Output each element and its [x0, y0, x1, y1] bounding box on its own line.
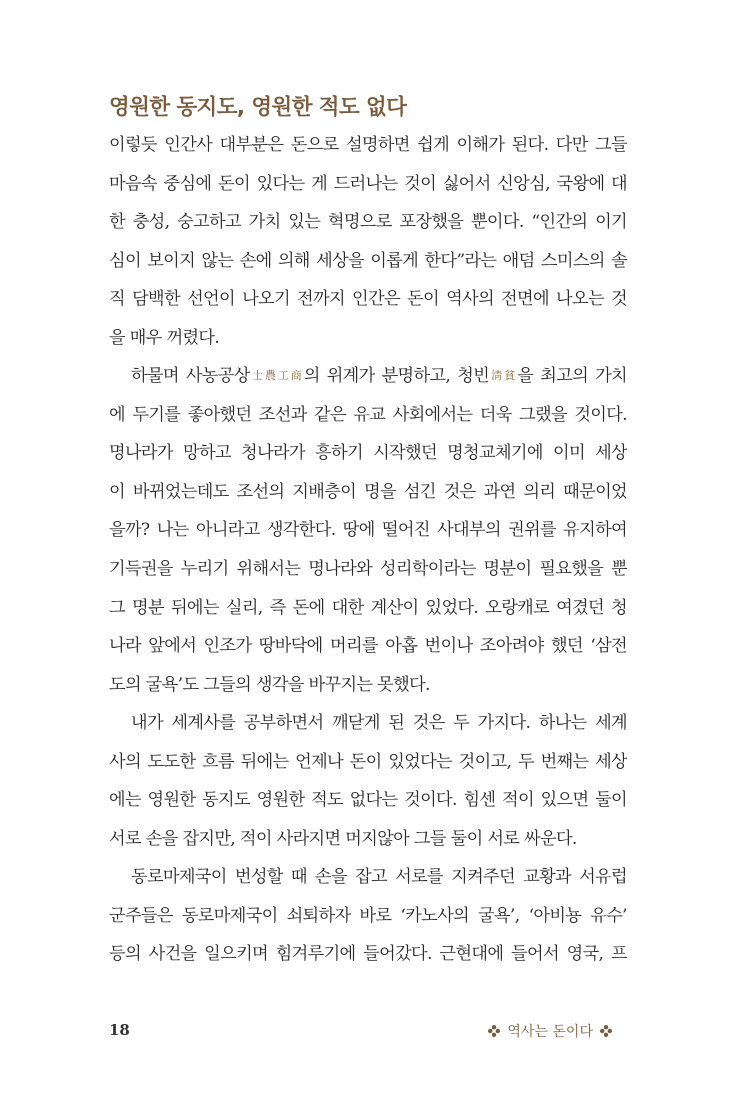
text-line: 이렇듯 인간사 대부분은 돈으로 설명하면 쉽게 이해가 된다. 다만 그들 — [109, 135, 627, 155]
text-line: 내가 세계사를 공부하면서 깨닫게 된 것은 두 가지다. 하나는 세계 — [131, 713, 627, 734]
text-line: 명나라가 망하고 청나라가 흥하기 시작했던 명청교체기에 이미 세상 — [109, 443, 627, 464]
text-line: 도의 굴욕’도 그들의 생각을 바꾸지는 못했다. — [109, 674, 430, 695]
page-number: 18 — [109, 1021, 130, 1039]
text-line: 직 담백한 선언이 나오기 전까지 인간은 돈이 역사의 전면에 나오는 것 — [109, 289, 627, 310]
section-heading: 영원한 동지도, 영원한 적도 없다 — [109, 95, 407, 120]
text-segment: 을 최고의 가치 — [517, 366, 627, 387]
text-line: 기득권을 누리기 위해서는 명나라와 성리학이라는 명분이 필요했을 뿐 — [109, 559, 627, 580]
text-line: 군주들은 동로마제국이 쇠퇴하자 바로 ‘카노사의 굴욕’, ‘아비뇽 유수’ — [109, 905, 627, 926]
text-line: 나라 앞에서 인조가 땅바닥에 머리를 아홉 번이나 조아려야 했던 ‘삼전 — [109, 636, 627, 657]
text-line: 심이 보이지 않는 손에 의해 세상을 이롭게 한다”라는 애덤 스미스의 솔 — [109, 250, 627, 271]
book-title: 역사는 돈이다 — [507, 1024, 593, 1040]
text-line: 그 명분 뒤에는 실리, 즉 돈에 대한 계산이 있었다. 오랑캐로 여겼던 청 — [109, 597, 627, 618]
text-line: 동로마제국이 번성할 때 손을 잡고 서로를 지켜주던 교황과 서유럽 — [131, 867, 627, 888]
text-line: 을까? 나는 아니라고 생각한다. 땅에 떨어진 사대부의 권위를 유지하여 — [109, 520, 627, 541]
text-line: 한 충성, 숭고하고 가치 있는 혁명으로 포장했을 뿐이다. “인간의 이기 — [109, 212, 627, 233]
text-line: 등의 사건을 일으키며 힘겨루기에 들어갔다. 근현대에 들어서 영국, 프 — [109, 944, 627, 965]
text-line: 서로 손을 잡지만, 적이 사라지면 머지않아 그들 둘이 서로 싸운다. — [109, 828, 577, 849]
paragraph — [109, 357, 627, 704]
quatrefoil-ornament-icon — [599, 1024, 613, 1038]
running-footer — [487, 1021, 613, 1041]
text-segment: 의 위계가 분명하고, 청빈 — [303, 366, 490, 387]
paragraph — [109, 858, 627, 974]
paragraph — [109, 704, 627, 858]
hanja-annotation: 淸貧 — [489, 369, 518, 383]
text-segment: 하물며 사농공상 — [131, 366, 250, 387]
text-line: 마음속 중심에 돈이 있다는 게 드러나는 것이 싫어서 신앙심, 국왕에 대 — [109, 173, 627, 194]
text-line — [109, 357, 627, 396]
text-line: 이 바뀌었는데도 조선의 지배층이 명을 섬긴 것은 과연 의리 때문이었 — [109, 481, 627, 502]
body-text — [109, 126, 627, 974]
text-line: 에는 영원한 동지도 영원한 적도 없다는 것이다. 힘센 적이 있으면 둘이 — [109, 790, 627, 811]
text-line: 을 매우 꺼렸다. — [109, 327, 220, 348]
paragraph — [109, 126, 627, 357]
hanja-annotation: 士農工商 — [249, 369, 304, 383]
quatrefoil-ornament-icon — [487, 1024, 501, 1038]
text-line: 사의 도도한 흐름 뒤에는 언제나 돈이 있었다는 것이고, 두 번째는 세상 — [109, 751, 627, 772]
text-line: 에 두기를 좋아했던 조선과 같은 유교 사회에서는 더욱 그랬을 것이다. — [109, 404, 627, 425]
